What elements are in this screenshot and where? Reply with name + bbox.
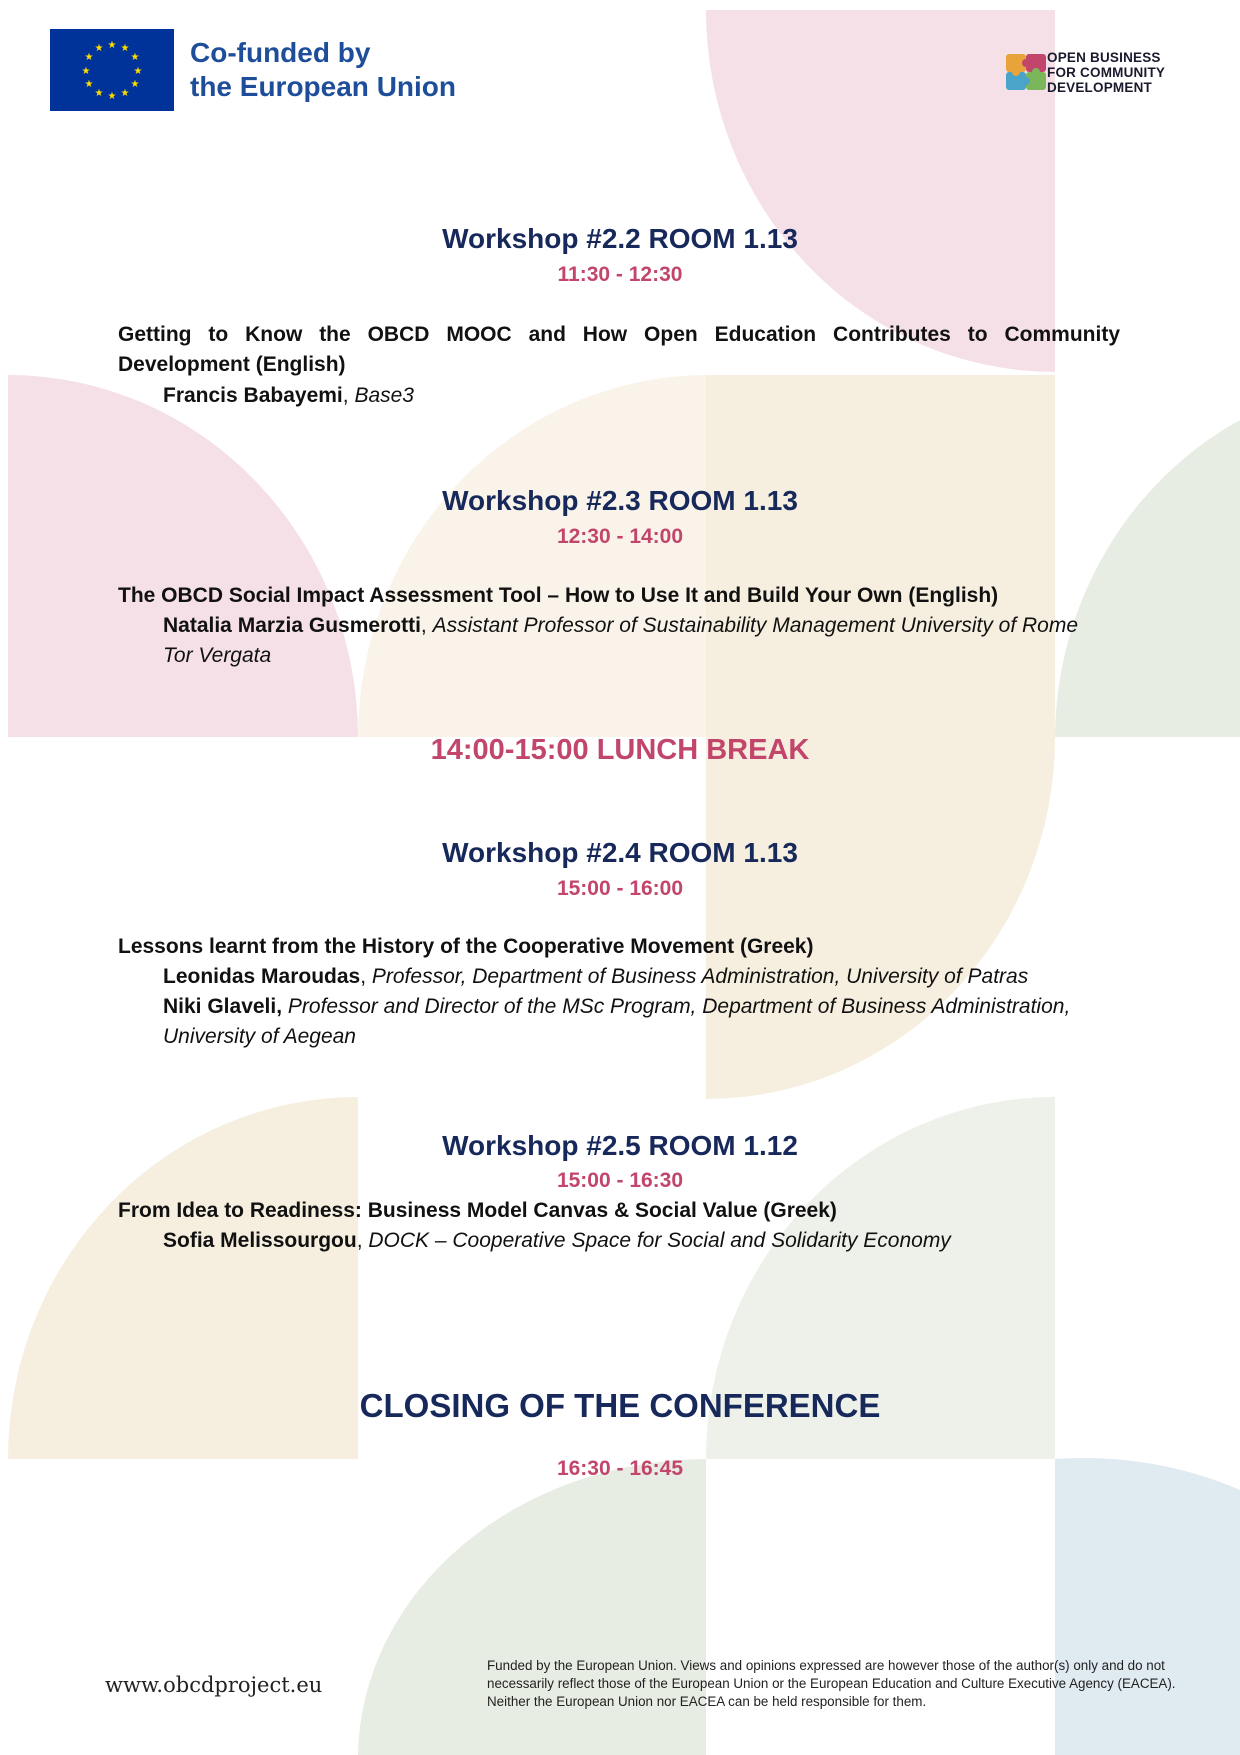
speaker-name: Francis Babayemi [163,384,343,407]
svg-text:★: ★ [120,88,130,99]
speaker-affiliation: Base3 [354,384,414,407]
speaker-name: Sofia Melissourgou [163,1229,357,1252]
obcd-line-1: OPEN BUSINESS [1047,50,1161,65]
speaker-affiliation: Assistant Professor of Sustainability Management University of Rome Tor Vergata [163,614,1079,667]
obcd-line-3: DEVELOPMENT [1047,80,1152,95]
project-website-link[interactable]: www.obcdproject.eu [105,1673,323,1697]
workshop-2-4-speaker-1 [163,962,1103,992]
svg-text:★: ★ [120,43,130,54]
speaker-affiliation: Professor and Director of the MSc Program, Department of Business Administration, University of Aegean [163,995,1071,1048]
speaker-name: Natalia Marzia Gusmerotti [163,614,421,637]
workshop-2-2-speaker [163,381,1103,411]
speaker-separator: , [342,384,355,407]
workshop-2-3-title: Workshop #2.3 ROOM 1.13 [442,485,798,516]
speaker-separator: , [360,965,372,988]
svg-text:★: ★ [107,91,117,102]
workshop-2-3-time: 12:30 - 14:00 [556,525,684,548]
svg-text:★: ★ [107,40,117,51]
obcd-wordmark [1047,50,1165,95]
speaker-affiliation: DOCK – Cooperative Space for Social and Solidarity Economy [368,1229,951,1252]
workshop-2-3-talk: The OBCD Social Impact Assessment Tool – How to Use It and Build Your Own (English) [118,584,999,607]
workshop-2-5-title: Workshop #2.5 ROOM 1.12 [442,1130,798,1161]
closing-title: CLOSING OF THE CONFERENCE [359,1387,881,1424]
eu-flag-logo [50,29,174,111]
speaker-name: Leonidas Maroudas [163,965,361,988]
svg-text:★: ★ [130,52,140,63]
workshop-2-3-speaker [163,611,1103,671]
workshop-2-4-speaker-2 [163,992,1103,1052]
eu-line-1: Co-funded by [190,37,371,68]
eu-cofunded-label [190,36,456,104]
eu-line-2: the European Union [190,71,456,102]
workshop-2-2-talk: Getting to Know the OBCD MOOC and How Open Education Contributes to Community Development (English) [118,323,1120,376]
svg-text:★: ★ [94,43,104,54]
svg-text:★: ★ [130,79,140,90]
svg-text:★: ★ [94,88,104,99]
svg-text:★: ★ [84,79,94,90]
svg-text:★: ★ [133,66,143,77]
workshop-2-4-talk: Lessons learnt from the History of the Cooperative Movement (Greek) [118,935,814,958]
speaker-affiliation: Professor, Department of Business Administration, University of Patras [371,965,1029,988]
workshop-2-4-time: 15:00 - 16:00 [556,877,684,900]
speaker-separator: , [420,614,433,637]
workshop-2-5-time: 15:00 - 16:30 [556,1169,684,1192]
svg-text:★: ★ [84,52,94,63]
funding-disclaimer: Funded by the European Union. Views and opinions expressed are however those of the author(s) only and do not necessarily reflect those of the European Union or the European Education and Culture Executive Agency (EACEA). Neither the European Union nor EACEA can be held responsible for them. [487,1658,1176,1709]
lunch-break-label: 14:00-15:00 LUNCH BREAK [430,734,810,766]
workshop-2-5-speaker [163,1226,1103,1256]
workshop-2-5-talk: From Idea to Readiness: Business Model Canvas & Social Value (Greek) [118,1199,837,1222]
closing-time: 16:30 - 16:45 [556,1457,684,1480]
obcd-line-2: FOR COMMUNITY [1047,65,1166,80]
workshop-2-2-time: 11:30 - 12:30 [557,263,683,286]
workshop-2-2-title: Workshop #2.2 ROOM 1.13 [442,223,798,254]
svg-text:★: ★ [81,66,91,77]
speaker-name: Niki Glaveli, [163,995,283,1018]
speaker-separator: , [356,1229,369,1252]
workshop-2-4-title: Workshop #2.4 ROOM 1.13 [442,837,798,868]
